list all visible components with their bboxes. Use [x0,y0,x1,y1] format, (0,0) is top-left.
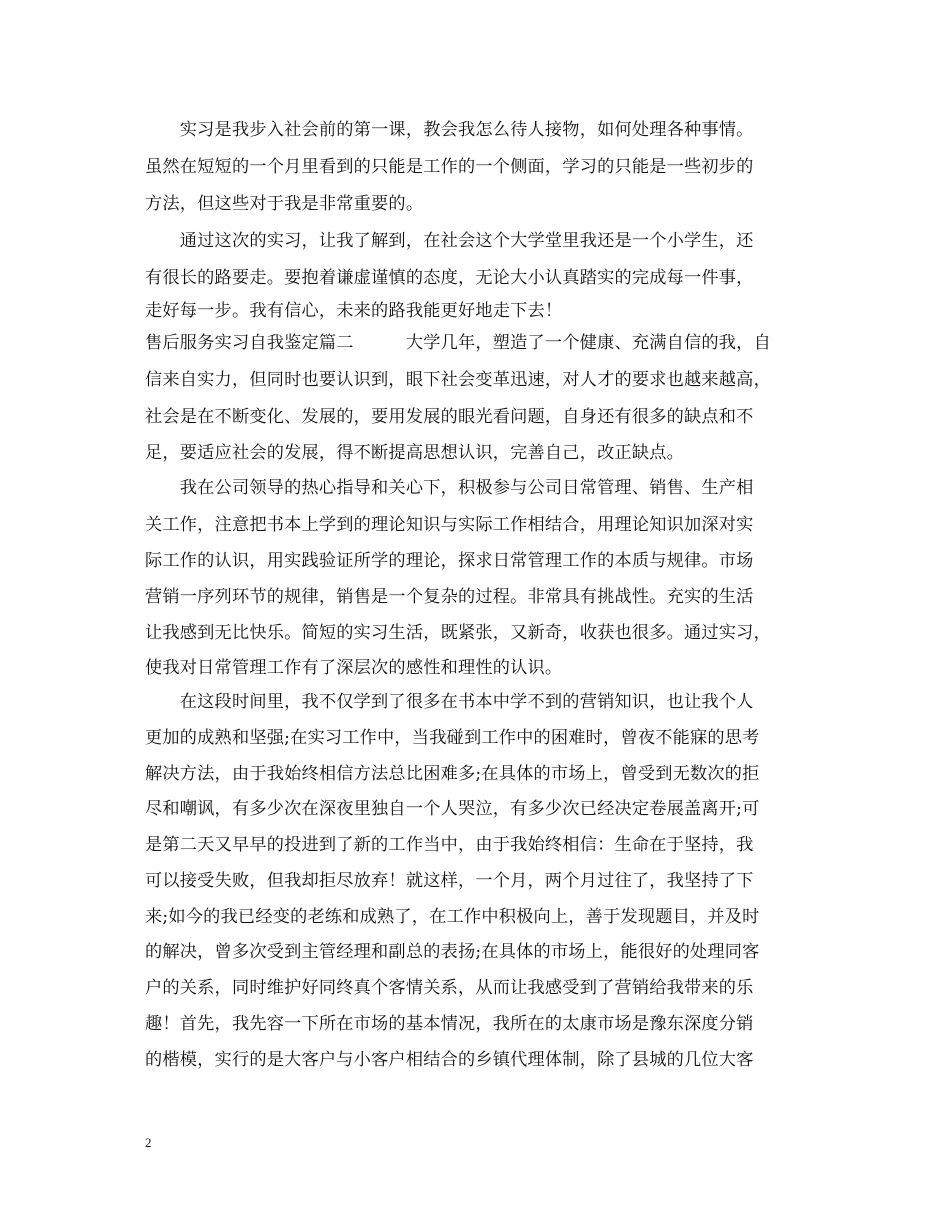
text-line: 有很长的路要走。要抱着谦虚谨慎的态度，无论大小认真踏实的完成每一件事， [145,268,754,288]
text-line: 的解决，曾多次受到主管经理和副总的表扬;在具体的市场上，能很好的处理同客 [145,942,760,962]
text-line: 在这段时间里，我不仅学到了很多在书本中学不到的营销知识，也让我个人 [145,692,754,712]
text-line: 信来自实力，但同时也要认识到，眼下社会变革迅速，对人才的要求也越来越高， [145,370,771,390]
text-line: 可以接受失败，但我却拒尽放弃！就这样，一个月，两个月过往了，我坚持了下 [145,871,754,891]
text-line: 更加的成熟和坚强;在实习工作中，当我碰到工作中的困难时，曾夜不能寐的思考 [145,728,760,748]
text-line: 走好每一步。我有信心，未来的路我能更好地走下去！ [145,301,563,321]
text-line: 通过这次的实习，让我了解到，在社会这个大学堂里我还是一个小学生，还 [145,231,754,251]
text-line: 虽然在短短的一个月里看到的只能是工作的一个侧面，学习的只能是一些初步的 [145,157,754,177]
text-line: 尽和嘲讽，有多少次在深夜里独自一个人哭泣，有多少次已经决定卷展盖离开;可 [145,799,760,819]
text-line: 让我感到无比快乐。简短的实习生活，既紧张，又新奇，收获也很多。通过实习， [145,623,771,643]
text-line: 际工作的认识，用实践验证所学的理论，探求日常管理工作的本质与规律。市场 [145,551,754,571]
text-line: 营销一序列环节的规律，销售是一个复杂的过程。非常具有挑战性。充实的生活 [145,587,754,607]
text-line: 来;如今的我已经变的老练和成熟了，在工作中积极向上，善于发现题目，并及时 [145,907,760,927]
text-line: 是第二天又早早的投进到了新的工作当中，由于我始终相信：生命在于坚持，我 [145,835,754,855]
text-line: 解决方法，由于我始终相信方法总比困难多;在具体的市场上，曾受到无数次的拒 [145,764,760,784]
text-line: 足，要适应社会的发展，得不断提高思想认识，完善自己，改正缺点。 [145,443,685,463]
text-line: 实习是我步入社会前的第一课，教会我怎么待人接物，如何处理各种事情。 [145,120,754,140]
page-number: 2 [145,1135,152,1150]
text-line: 趣！首先，我先容一下所在市场的基本情况，我所在的太康市场是豫东深度分销 [145,1014,754,1034]
text-line: 社会是在不断变化、发展的，要用发展的眼光看问题，自身还有很多的缺点和不 [145,407,754,427]
text-line: 使我对日常管理工作有了深层次的感性和理性的认识。 [145,658,563,678]
text-line: 我在公司领导的热心指导和关心下，积极参与公司日常管理、销售、生产相 [145,478,754,498]
text-line: 方法，但这些对于我是非常重要的。 [145,194,424,214]
section-heading-line: 售后服务实习自我鉴定篇二 大学几年，塑造了一个健康、充满自信的我，自 [145,333,771,353]
text-line: 户的关系，同时维护好同终真个客情关系，从而让我感受到了营销给我带来的乐 [145,978,754,998]
text-line: 的楷模，实行的是大客户与小客户相结合的乡镇代理体制，除了县城的几位大客 [145,1050,754,1070]
text-line: 关工作，注意把书本上学到的理论知识与实际工作相结合，用理论知识加深对实 [145,515,754,535]
